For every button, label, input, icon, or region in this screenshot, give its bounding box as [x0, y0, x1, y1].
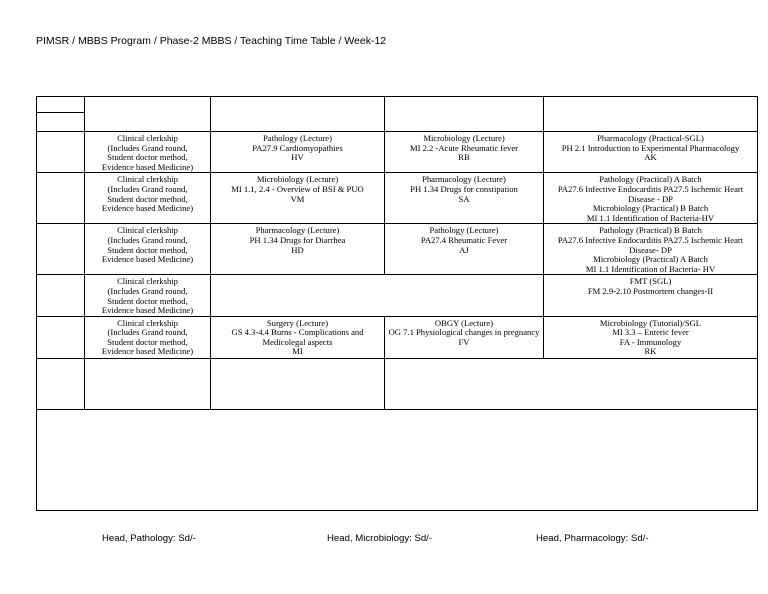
- cell-text-line: FV: [458, 336, 470, 347]
- slot-cell: [385, 173, 544, 224]
- cell-text-line: Pharmacology (Practical-SGL): [597, 133, 704, 143]
- table-row: [37, 316, 758, 358]
- cell-text-line: Pathology (Practical) B Batch: [599, 225, 702, 236]
- cell-text-line: MI 1.1 Identification of Bacteria-HV: [586, 212, 715, 223]
- cell-text-line: (Includes Grand round,: [107, 327, 188, 338]
- day-cell: [37, 224, 85, 275]
- slot-cell: [211, 173, 385, 224]
- cell-text-line: Microbiology (Lecture): [423, 133, 505, 143]
- cell-text-line: Disease - DP: [628, 193, 673, 204]
- slot-cell: [85, 224, 211, 275]
- cell-text-line: Clinical clerkship: [117, 174, 178, 185]
- table-row: [37, 224, 758, 275]
- slot-cell: [544, 173, 758, 224]
- cell-text-line: PH 1.34 Drugs for constipation: [410, 183, 518, 194]
- cell-text-line: Pharmacology (Lecture): [255, 225, 340, 236]
- table-row: [37, 132, 758, 173]
- cell-text-line: PH 2.1 Introduction to Experimental Pharmacology: [561, 142, 740, 153]
- cell-text-line: FM 2.9-2.10 Postmortem changes-II: [587, 285, 714, 296]
- slot-cell: [544, 132, 758, 173]
- cell-text-line: Pathology (Practical) A Batch: [599, 174, 702, 185]
- table-row: [37, 275, 758, 316]
- page-title: PIMSR / MBBS Program / Phase-2 MBBS / Teaching Time Table / Week-12: [36, 35, 387, 47]
- table-header-row: [37, 97, 758, 113]
- cell-text-line: HD: [291, 244, 304, 255]
- day-cell: [37, 173, 85, 224]
- cell-text-line: Evidence based Medicine): [101, 346, 194, 357]
- cell-text-line: AJ: [459, 244, 469, 255]
- cell-text-line: (Includes Grand round,: [107, 183, 188, 194]
- cell-text-line: PA27.4 Rheumatic Fever: [420, 234, 508, 245]
- cell-text-line: MI 3.3 – Enteric fever: [612, 327, 689, 338]
- table-row: [37, 358, 758, 409]
- signature-microbiology: Head, Microbiology: Sd/-: [327, 533, 433, 544]
- day-cell: [37, 132, 85, 173]
- cell-text-line: Student doctor method,: [107, 336, 188, 347]
- cell-text-line: FA - Immunology: [619, 336, 682, 347]
- notes-cell: [37, 409, 758, 510]
- day-cell: [37, 358, 85, 409]
- slot-cell: [85, 316, 211, 358]
- cell-text-line: Clinical clerkship: [117, 276, 178, 287]
- cell-text-line: MI 1.1 Identification of Bacteria- HV: [585, 263, 716, 274]
- slot-cell: [85, 275, 211, 316]
- cell-text-line: Clinical clerkship: [117, 225, 178, 236]
- cell-text-line: Student doctor method,: [107, 244, 188, 255]
- cell-text-line: Microbiology (Practical) B Batch: [592, 203, 709, 214]
- cell-text-line: Surgery (Lecture): [266, 317, 329, 328]
- slot-cell-empty: [211, 275, 544, 316]
- slot-cell: [211, 132, 385, 173]
- cell-text-line: Disease- DP: [629, 244, 672, 255]
- cell-text-line: Evidence based Medicine): [101, 254, 194, 265]
- slot-cell-empty: [211, 358, 385, 409]
- signature-pharmacology: Head, Pharmacology: Sd/-: [536, 533, 649, 544]
- cell-text-line: (Includes Grand round,: [107, 234, 188, 245]
- day-cell: [37, 275, 85, 316]
- header-cell-day: [37, 97, 85, 113]
- cell-text-line: Evidence based Medicine): [101, 161, 194, 172]
- cell-text-line: FMT (SGL): [629, 276, 672, 287]
- cell-text-line: AK: [644, 152, 657, 163]
- cell-text-line: Clinical clerkship: [117, 317, 178, 328]
- slot-cell: [85, 173, 211, 224]
- header-cell-3: [385, 97, 544, 132]
- cell-text-line: Student doctor method,: [107, 193, 188, 204]
- slot-cell: [544, 224, 758, 275]
- cell-text-line: PA27.9 Cardiomyopathies: [252, 142, 343, 153]
- header-cell-4: [544, 97, 758, 132]
- cell-text-line: Student doctor method,: [107, 152, 188, 163]
- cell-text-line: (Includes Grand round,: [107, 142, 188, 153]
- cell-text-line: MI 1.1, 2.4 - Overview of BSI & PUO: [231, 183, 364, 194]
- slot-cell-empty: [85, 358, 211, 409]
- cell-text-line: Pharmacology (Lecture): [422, 174, 506, 185]
- cell-text-line: Evidence based Medicine): [101, 203, 194, 214]
- cell-text-line: OG 7.1 Physiological changes in pregnancy: [388, 327, 540, 338]
- cell-text-line: OBGY (Lecture): [434, 317, 494, 328]
- cell-text-line: Microbiology (Tutorial)/SGL: [599, 317, 702, 328]
- signature-pathology: Head, Pathology: Sd/-: [102, 533, 196, 544]
- cell-text-line: Medicolegal aspects: [262, 336, 333, 347]
- table-row: [37, 173, 758, 224]
- cell-text-line: Clinical clerkship: [117, 133, 178, 143]
- slot-cell: [544, 275, 758, 316]
- header-cell-2: [211, 97, 385, 132]
- slot-cell-empty: [385, 358, 758, 409]
- cell-text-line: PA27.6 Infective Endocarditis PA27.5 Ischemic Heart: [557, 183, 744, 194]
- header-cell-1: [85, 97, 211, 132]
- cell-text-line: MI 2.2 -Acute Rheumatic fever: [409, 142, 519, 153]
- cell-text-line: GS 4.3-4.4 Burns - Complications and: [231, 327, 364, 338]
- cell-text-line: PH 1.34 Drugs for Diarrhea: [249, 234, 346, 245]
- cell-text-line: RK: [644, 346, 657, 357]
- cell-text-line: Pathology (Lecture): [429, 225, 499, 236]
- cell-text-line: MI: [292, 346, 303, 357]
- cell-text-line: RB: [458, 152, 470, 163]
- slot-cell: [211, 316, 385, 358]
- cell-text-line: (Includes Grand round,: [107, 285, 188, 296]
- cell-text-line: VM: [290, 193, 305, 204]
- table-row: [37, 409, 758, 510]
- slot-cell: [85, 132, 211, 173]
- slot-cell: [385, 316, 544, 358]
- cell-text-line: Microbiology (Lecture): [256, 174, 339, 185]
- slot-cell: [544, 316, 758, 358]
- cell-text-line: Evidence based Medicine): [101, 305, 194, 316]
- slot-cell: [385, 132, 544, 173]
- cell-text-line: Student doctor method,: [107, 295, 188, 306]
- slot-cell: [385, 224, 544, 275]
- timetable: [36, 96, 758, 511]
- cell-text-line: HV: [291, 152, 304, 163]
- cell-text-line: SA: [458, 193, 470, 204]
- cell-text-line: Pathology (Lecture): [263, 133, 332, 143]
- day-cell: [37, 316, 85, 358]
- cell-text-line: PA27.6 Infective Endocarditis PA27.5 Ischemic Heart: [557, 234, 744, 245]
- header-cell-date: [37, 113, 85, 132]
- cell-text-line: Microbiology (Practical) A Batch: [593, 254, 708, 265]
- slot-cell: [211, 224, 385, 275]
